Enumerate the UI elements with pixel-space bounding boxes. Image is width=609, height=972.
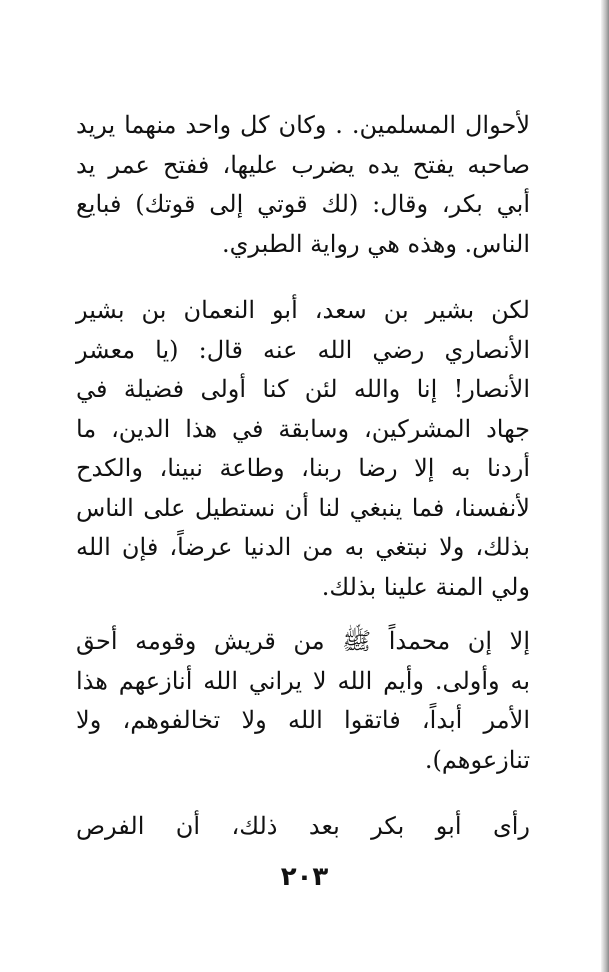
text-line: لكن بشير بن سعد، أبو النعمان بن بشير [76, 296, 530, 324]
paragraph-4 [76, 807, 530, 847]
text-line: الأمر أبداً، فاتقوا الله ولا تخالفوهم، ولا [76, 706, 530, 734]
text-line: أبي بكر، وقال: (لك قوتي إلى قوتك) فبايع [76, 190, 530, 218]
text-line: الناس. وهذه هي رواية الطبري. [221, 229, 530, 258]
paragraph-1 [76, 106, 530, 264]
text-line: الأنصار! إنا والله لئن كنا أولى فضيلة في [76, 375, 530, 403]
text-line: جهاد المشركين، وسابقة في هذا الدين، ما [76, 414, 530, 443]
text-line: إلا إن محمداً ﷺ من قريش وقومه أحق [76, 627, 530, 655]
page-number: ٢٠٣ [280, 862, 329, 892]
text-line: رأى أبو بكر بعد ذلك، أن الفرص [76, 812, 530, 840]
text-line: الأنصاري رضي الله عنه قال: (يا معشر [76, 335, 530, 364]
text-line: لأنفسنا، فما ينبغي لنا أن نستطيل على الناس [76, 493, 530, 522]
text-line: صاحبه يفتح يده يضرب عليها، ففتح عمر يد [76, 150, 530, 179]
text-line: به وأولى. وأيم الله لا يراني الله أنازعهم هذا [76, 666, 530, 695]
text-line: بذلك، ولا نبتغي به من الدنيا عرضاً، فإن الله [76, 533, 530, 561]
text-line: أردنا به إلا رضا ربنا، وطاعة نبينا، والكدح [76, 454, 530, 482]
text-line: لأحوال المسلمين. . وكان كل واحد منهما يريد [76, 111, 530, 139]
paragraph-3 [76, 622, 530, 780]
text-line: ولي المنة علينا بذلك. [321, 572, 530, 601]
paragraph-2 [76, 291, 530, 607]
page-edge-shadow [601, 0, 609, 972]
text-line: تنازعوهم). [424, 745, 530, 774]
